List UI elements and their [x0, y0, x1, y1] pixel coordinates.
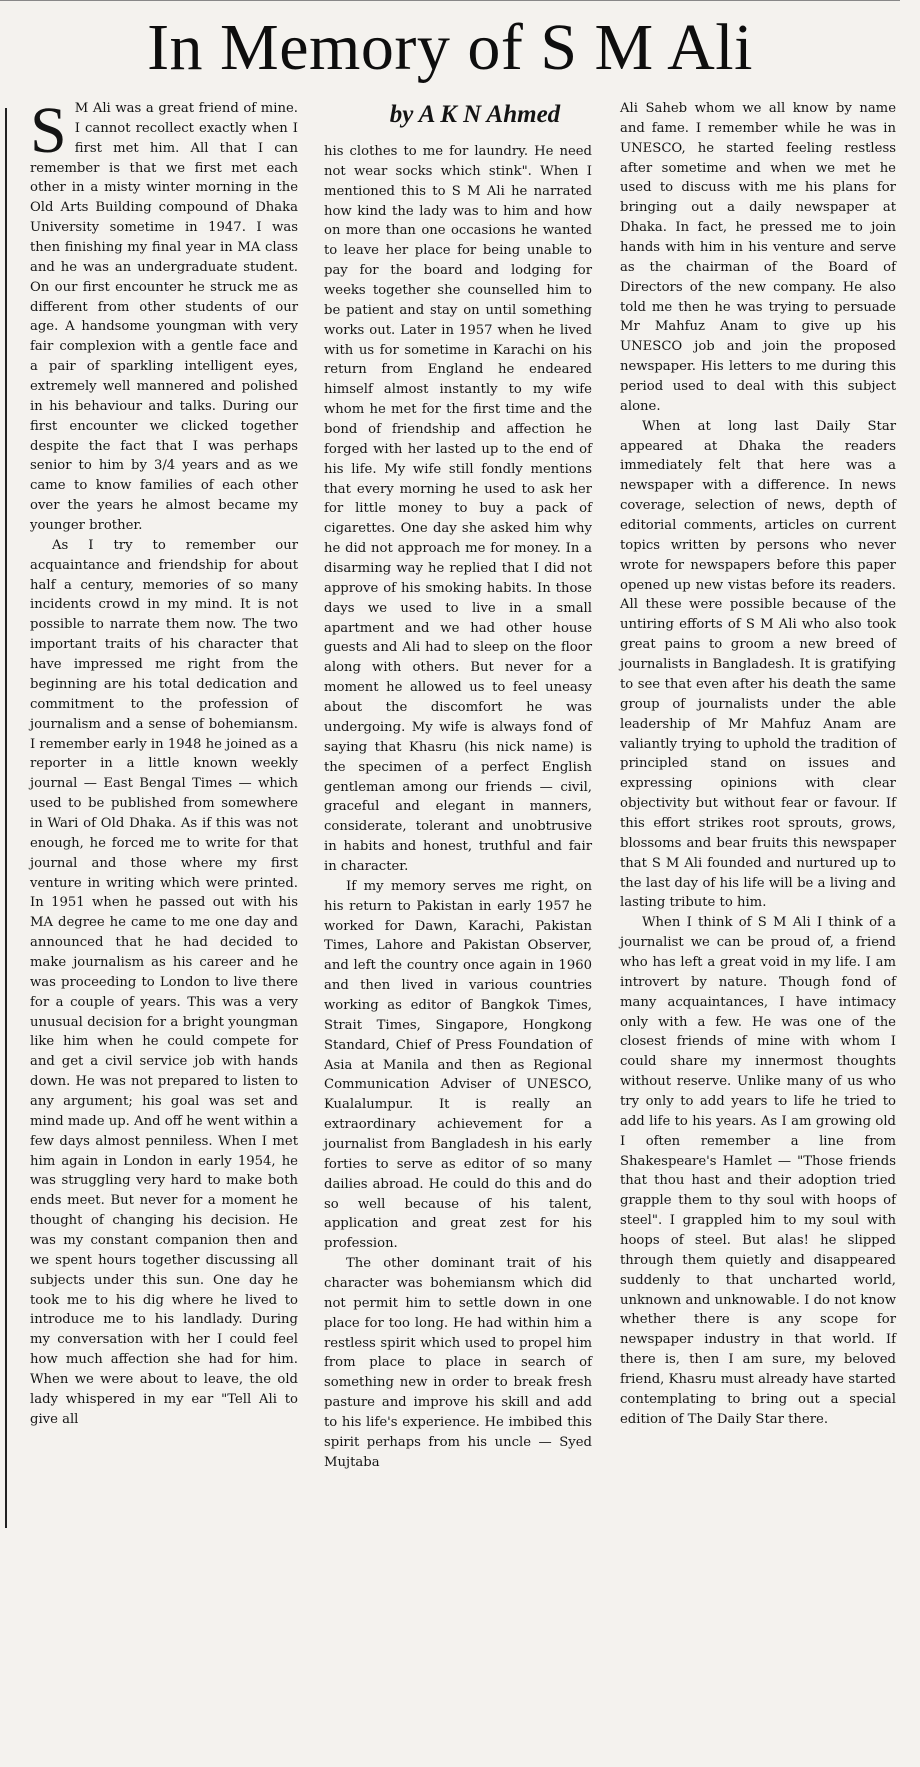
paragraph-text: M Ali was a great friend of mine. I cannot recollect exactly when I first met him. All that I can remember is that we first met each other in a misty winter morning in the Old Arts Building compound of Dhaka University sometime in 1947. I was then finishing my final year in MA class and he was an undergraduate student. On our first encounter he struck me as different from other students of our age. A handsome youngman with very fair complexion with a gentle face and a pair of sparkling intelligent eyes, extremely well mannered and polished in his behaviour and talks. During our first encounter we clicked together despite the fact that I was perhaps senior to him by 3/4 years and as we came to know families of each other over the years he almost became my younger brother. [30, 101, 298, 534]
article-column-3 [620, 99, 896, 1430]
article-column-1 [30, 94, 298, 1430]
paragraph [30, 94, 298, 536]
article-column-2 [324, 142, 592, 1473]
byline: by A K N Ahmed [389, 101, 561, 128]
paragraph: Ali Saheb whom we all know by name and fame. I remember while he was in UNESCO, he started feeling restless after sometime and when we met he used to discuss with me his plans for bringing out a daily newspaper at Dhaka. In fact, he pressed me to join hands with him in his venture and serve as the chairman of the Board of Directors of the new company. He also told me then he was trying to persuade Mr Mahfuz Anam to give up his UNESCO job and join the proposed newspaper. His letters to me during this period used to deal with this subject alone. [620, 101, 896, 414]
paragraph: If my memory serves me right, on his return to Pakistan in early 1957 he worked for Dawn, Karachi, Pakistan Times, Lahore and Pakistan Observer, and left the country once again in 1960 and then lived in various countries working as editor of Bangkok Times, Strait Times, Singapore, Hongkong Standard, Chief of Press Foundation of Asia at Manila and then as Regional Communication Adviser of UNESCO, Kualalumpur. It is really an extraordinary achievement for a journalist from Bangladesh in his early forties to serve as editor of so many dailies abroad. He could do this and do so well because of his talent, application and great zest for his profession. [324, 878, 592, 1252]
paragraph: his clothes to me for laundry. He need not wear socks which stink". When I mentioned this to S M Ali he narrated how kind the lady was to him and how on more than one occasions he wanted to leave her place for being unable to pay for the board and lodging for weeks together she counselled him to be patient and stay on until something works out. Later in 1957 when he lived with us for sometime in Karachi on his return from England he endeared himself almost instantly to my wife whom he met for the first time and the bond of friendship and affection he forged with her lasted up to the end of his life. My wife still fondly mentions that every morning he used to ask her for little money to buy a pack of cigarettes. One day she asked him why he did not approach me for money. In a disarming way he replied that I did not approve of his smoking habits. In those days we used to live in a small apartment and we had other house guests and Ali had to sleep on the floor along with others. But never for a moment he allowed us to feel uneasy about the discomfort he was undergoing. My wife is always fond of saying that Khasru (his nick name) is the specimen of a perfect English gentleman among our friends — civil, graceful and elegant in manners, considerate, tolerant and unobtrusive in habits and honest, truthful and fair in character. [324, 144, 592, 874]
column-rule [5, 108, 7, 1528]
paragraph: When at long last Daily Star appeared at Dhaka the readers immediately felt that here was a newspaper with a difference. In news coverage, selection of news, depth of editorial comments, articles on current topics written by persons who never wrote for newspapers before this paper opened up new vistas before its readers. All these were possible because of the untiring efforts of S M Ali who also took great pains to groom a new breed of journalists in Bangladesh. It is gratifying to see that even after his death the same group of journalists under the able leadership of Mr Mahfuz Anam are valiantly trying to uphold the tradition of principled stand on issues and expressing opinions with clear objectivity but without fear or favour. If this effort strikes root sprouts, grows, blossoms and bear fruits this newspaper that S M Ali founded and nurtured up to the last day of his life will be a living and lasting tribute to him. [620, 418, 896, 911]
top-rule [0, 0, 900, 4]
paragraph: As I try to remember our acquaintance and friendship for about half a century, memories of so many incidents crowd in my mind. It is not possible to narrate them now. The two important traits of his character that have impressed me right from the beginning are his total dedication and commitment to the profession of journalism and a sense of bohemiansm. I remember early in 1948 he joined as a reporter in a little known weekly journal — East Bengal Times — which used to be published from somewhere in Wari of Old Dhaka. As if this was not enough, he forced me to write for that journal and those where my first venture in writing which were printed. In 1951 when he passed out with his MA degree he came to me one day and announced that he had decided to make journalism as his career and he was proceeding to London to live there for a couple of years. This was a very unusual decision for a bright youngman like him when he could compete for and get a civil service job with hands down. He was not prepared to listen to any argument; his goal was set and mind made up. And off he went within a few days almost penniless. When I met him again in London in early 1954, he was struggling very hard to make both ends meet. But never for a moment he thought of changing his decision. He was my constant companion then and we spent hours together discussing all subjects under this sun. One day he took me to his dig where he lived to introduce me to his landlady. During my conversation with her I could feel how much affection she had for him. When we were about to leave, the old lady whispered in my ear "Tell Ali to give all [30, 537, 298, 1427]
paragraph: When I think of S M Ali I think of a journalist we can be proud of, a friend who has left a great void in my life. I am introvert by nature. Though fond of many acquaintances, I have intimacy only with a few. He was one of the closest friends of mine with whom I could share my innermost thoughts without reserve. Unlike many of us who try only to add years to life he tried to add life to his years. As I am growing old I often remember a line from Shakespeare's Hamlet — "Those friends that thou hast and their adoption tried grapple them to thy soul with hoops of steel". I grappled him to my soul with hoops of steel. But alas! he slipped through them quietly and disappeared suddenly to that uncharted world, unknown and unknowable. I do not know whether there is any scope for newspaper industry in that world. If there is, then I am sure, my beloved friend, Khasru must already have started contemplating to bring out a special edition of The Daily Star there. [620, 915, 896, 1427]
headline: In Memory of S M Ali [147, 11, 753, 84]
drop-cap: S [30, 94, 67, 167]
paragraph: The other dominant trait of his character was bohemiansm which did not permit him to settle down in one place for too long. He had within him a restless spirit which used to propel him from place to place in search of something new in order to break fresh pasture and improve his skill and add to his life's experience. He imbibed this spirit perhaps from his uncle — Syed Mujtaba [324, 1256, 592, 1470]
